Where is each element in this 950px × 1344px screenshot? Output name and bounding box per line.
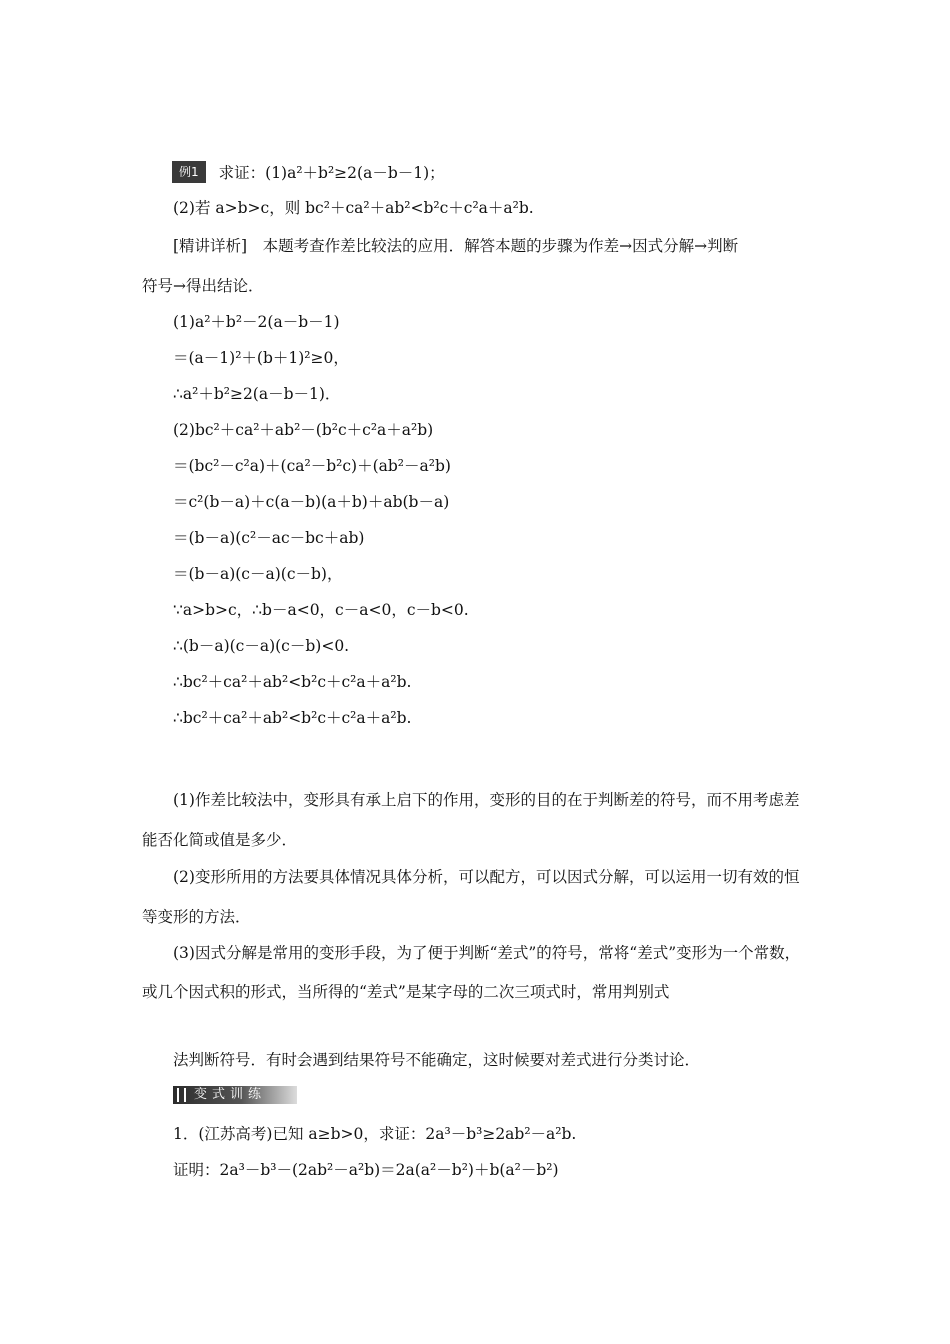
note-2: (2)变形所用的方法要具体情况具体分析，可以配方，可以因式分解，可以运用一切有效的恒等变形的方法． bbox=[142, 868, 800, 926]
section-bars-icon bbox=[177, 1088, 186, 1102]
solution-line: ∴a²＋b²≥2(a－b－1)． bbox=[173, 385, 341, 403]
solution-line: ∴bc²＋ca²＋ab²<b²c＋c²a＋a²b. bbox=[173, 673, 412, 691]
note-4: 法判断符号．有时会遇到结果符号不能确定，这时候要对差式进行分类讨论． bbox=[173, 1051, 701, 1069]
note-1: (1)作差比较法中，变形具有承上启下的作用，变形的目的在于判断差的符号，而不用考虑差能否化简或值是多少． bbox=[142, 791, 800, 849]
example-line-2: (2)若 a>b>c，则 bc²＋ca²＋ab²<b²c＋c²a＋a²b. bbox=[173, 199, 534, 217]
solution-line: ＝(b－a)(c²－ac－bc＋ab) bbox=[173, 529, 365, 547]
analysis-line-1: [精讲详析] 本题考查作差比较法的应用．解答本题的步骤为作差→因式分解→判断 bbox=[173, 237, 739, 255]
exercise-question: 1．(江苏高考)已知 a≥b>0，求证：2a³－b³≥2ab²－a²b. bbox=[173, 1125, 577, 1143]
solution-line: ＝(bc²－c²a)＋(ca²－b²c)＋(ab²－a²b) bbox=[173, 457, 451, 475]
section-header-variant-training: 变式训练 bbox=[173, 1086, 297, 1104]
analysis-line-2: 符号→得出结论． bbox=[142, 277, 264, 295]
solution-line: ＝(b－a)(c－a)(c－b)， bbox=[173, 565, 343, 583]
solution-line: ∴bc²＋ca²＋ab²<b²c＋c²a＋a²b. bbox=[173, 709, 412, 727]
example-tag: 例1 bbox=[173, 162, 205, 182]
solution-line: ＝c²(b－a)＋c(a－b)(a＋b)＋ab(b－a) bbox=[173, 493, 450, 511]
exercise-proof: 证明：2a³－b³－(2ab²－a²b)＝2a(a²－b²)＋b(a²－b²) bbox=[173, 1161, 559, 1179]
solution-line: ＝(a－1)²＋(b＋1)²≥0， bbox=[173, 349, 349, 367]
example-line-1: 例1 求证：(1)a²＋b²≥2(a－b－1)； bbox=[173, 162, 445, 183]
solution-line: ∴(b－a)(c－a)(c－b)<0. bbox=[173, 637, 350, 655]
solution-line: ∵a>b>c，∴b－a<0，c－a<0，c－b<0. bbox=[173, 601, 469, 619]
note-3: (3)因式分解是常用的变形手段，为了便于判断“差式”的符号，常将“差式”变形为一个常数，或几个因式积的形式，当所得的“差式”是某字母的二次三项式时，常用判别式 bbox=[142, 944, 801, 1001]
solution-line: (1)a²＋b²－2(a－b－1) bbox=[173, 313, 340, 331]
solution-line: (2)bc²＋ca²＋ab²－(b²c＋c²a＋a²b) bbox=[173, 421, 434, 439]
